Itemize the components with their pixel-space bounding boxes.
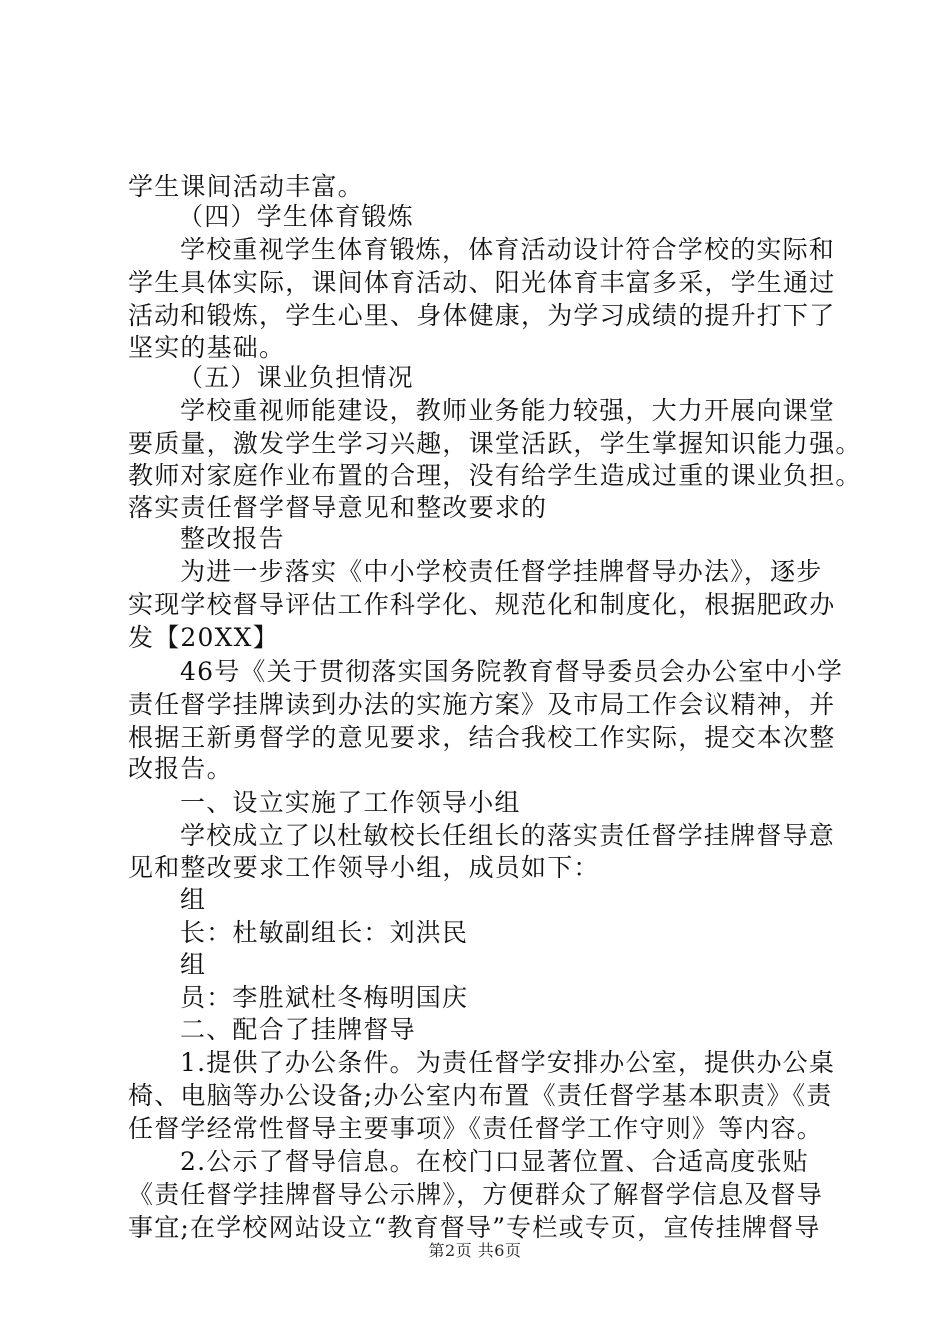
text-line: 2.公示了督导信息。在校门口显著位置、合适高度张贴 — [180, 1147, 809, 1176]
text-line: 长：杜敏副组长：刘洪民 — [180, 918, 469, 947]
text-line: 实现学校督导评估工作科学化、规范化和制度化，根据肥政办 — [128, 590, 836, 619]
text-line: 坚实的基础。 — [128, 333, 286, 362]
text-line: 责任督学挂牌读到办法的实施方案》及市局工作会议精神，并 — [128, 690, 836, 719]
section-heading: （四）学生体育锻炼 — [178, 202, 414, 231]
text-line: 组 — [180, 950, 207, 979]
text-line: 见和整改要求工作领导小组，成员如下： — [128, 853, 600, 882]
text-line: 学校重视学生体育锻炼，体育活动设计符合学校的实际和 — [180, 235, 836, 264]
text-line: 学校成立了以杜敏校长任组长的落实责任督学挂牌督导意 — [180, 821, 836, 850]
text-line: 椅、电脑等办公设备;办公室内布置《责任督学基本职责》《责 — [128, 1081, 833, 1110]
text-line: 发【20XX】 — [128, 623, 279, 652]
section-heading: 二、配合了挂牌督导 — [180, 1015, 416, 1044]
text-line: 根据王新勇督学的意见要求，结合我校工作实际，提交本次整 — [128, 723, 836, 752]
text-line: 改报告。 — [128, 754, 233, 783]
section-heading: （五）课业负担情况 — [178, 363, 414, 392]
text-line: 学生具体实际，课间体育活动、阳光体育丰富多采，学生通过 — [128, 268, 836, 297]
report-title-line: 整改报告 — [180, 524, 285, 553]
text-line: 事宜;在学校网站设立“教育督导”专栏或专页，宣传挂牌督导 — [128, 1213, 821, 1242]
page-footer: 第2页 共6页 — [428, 1241, 522, 1260]
text-line: 组 — [180, 885, 207, 914]
text-line: 员：李胜斌杜冬梅明国庆 — [180, 983, 469, 1012]
text-line: 为进一步落实《中小学校责任督学挂牌督导办法》，逐步 — [180, 557, 823, 586]
text-line: 学校重视师能建设，教师业务能力较强，大力开展向课堂 — [180, 396, 836, 425]
text-line: 要质量，激发学生学习兴趣，课堂活跃，学生掌握知识能力强。 — [128, 429, 862, 458]
text-line: 《责任督学挂牌督导公示牌》，方便群众了解督学信息及督导 — [128, 1180, 823, 1209]
text-line: 活动和锻炼，学生心里、身体健康，为学习成绩的提升打下了 — [128, 301, 836, 330]
report-title-line: 落实责任督学督导意见和整改要求的 — [128, 493, 548, 522]
text-line: 教师对家庭作业布置的合理，没有给学生造成过重的课业负担。 — [128, 461, 862, 490]
text-line: 46号《关于贯彻落实国务院教育督导委员会办公室中小学 — [180, 657, 844, 686]
text-line: 任督学经常性督导主要事项》《责任督学工作守则》等内容。 — [128, 1114, 823, 1143]
section-heading: 一、设立实施了工作领导小组 — [180, 788, 521, 817]
text-line: 1.提供了办公条件。为责任督学安排办公室，提供办公桌 — [180, 1048, 836, 1077]
text-line: 学生课间活动丰富。 — [128, 172, 364, 201]
